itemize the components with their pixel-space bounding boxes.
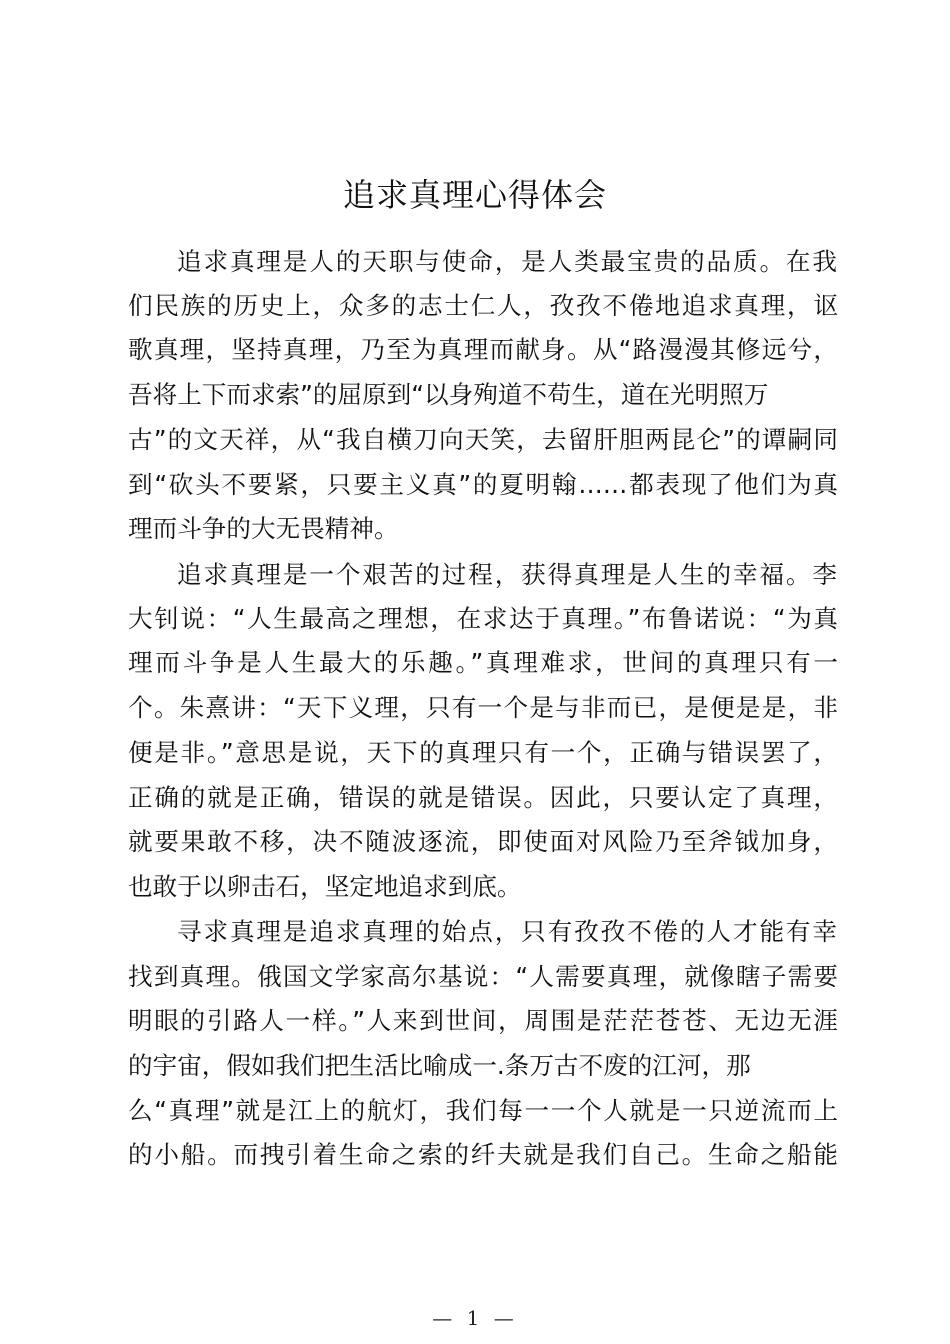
paragraph-2-line-7: 就要果敢不移，决不随波逐流，即使面对风险乃至斧钺加身， bbox=[128, 827, 838, 856]
paragraph-3-line-3: 明眼的引路人一样。”人来到世间，周围是茫茫苍苍、无边无涯 bbox=[128, 1006, 838, 1035]
paragraph-3-line-1: 寻求真理是追求真理的始点，只有孜孜不倦的人才能有幸 bbox=[177, 917, 837, 946]
paragraph-1-line-1: 追求真理是人的天职与使命，是人类最宝贵的品质。在我 bbox=[177, 247, 837, 276]
paragraph-2-line-6: 正确的就是正确，错误的就是错误。因此，只要认定了真理， bbox=[128, 783, 838, 812]
paragraph-1-line-4: 吾将上下而求索”的屈原到“以身殉道不苟生，道在光明照万 bbox=[128, 380, 769, 409]
paragraph-2-line-5: 便是非。”意思是说，天下的真理只有一个，正确与错误罢了， bbox=[128, 738, 838, 767]
paragraph-2-line-1: 追求真理是一个艰苦的过程，获得真理是人生的幸福。李 bbox=[177, 560, 837, 589]
paragraph-2-line-2: 大钊说：“人生最高之理想，在求达于真理。”布鲁诺说：“为真 bbox=[128, 604, 838, 633]
paragraph-2-line-4: 个。朱熹讲：“天下义理，只有一个是与非而已，是便是是，非 bbox=[128, 693, 838, 722]
page-number: — 1 — bbox=[432, 1306, 518, 1330]
paragraph-3-line-5: 么“真理”就是江上的航灯，我们每一一个人就是一只逆流而上 bbox=[128, 1096, 838, 1125]
paragraph-1-line-2: 们民族的历史上，众多的志士仁人，孜孜不倦地追求真理，讴 bbox=[128, 291, 838, 320]
paragraph-2-line-3: 理而斗争是人生最大的乐趣。”真理难求，世间的真理只有一 bbox=[128, 648, 838, 677]
paragraph-1-line-7: 理而斗争的大无畏精神。 bbox=[128, 514, 399, 543]
paragraph-3-line-6: 的小船。而拽引着生命之索的纤夫就是我们自己。生命之船能 bbox=[128, 1140, 838, 1169]
document-title: 追求真理心得体会 bbox=[342, 176, 607, 214]
paragraph-1-line-5: 古”的文天祥，从“我自横刀向天笑，去留肝胆两昆仑”的谭嗣同 bbox=[128, 425, 838, 454]
paragraph-1-line-3: 歌真理，坚持真理，乃至为真理而献身。从“路漫漫其修远兮， bbox=[128, 335, 838, 364]
paragraph-3-line-2: 找到真理。俄国文学家高尔基说：“人需要真理，就像瞎子需要 bbox=[128, 962, 838, 991]
paragraph-3-line-4: 的宇宙，假如我们把生活比喻成一.条万古不废的江河，那 bbox=[128, 1051, 751, 1080]
paragraph-2-line-8: 也敢于以卵击石，坚定地追求到底。 bbox=[128, 872, 522, 901]
paragraph-1-line-6: 到“砍头不要紧，只要主义真”的夏明翰……都表现了他们为真 bbox=[128, 470, 838, 499]
